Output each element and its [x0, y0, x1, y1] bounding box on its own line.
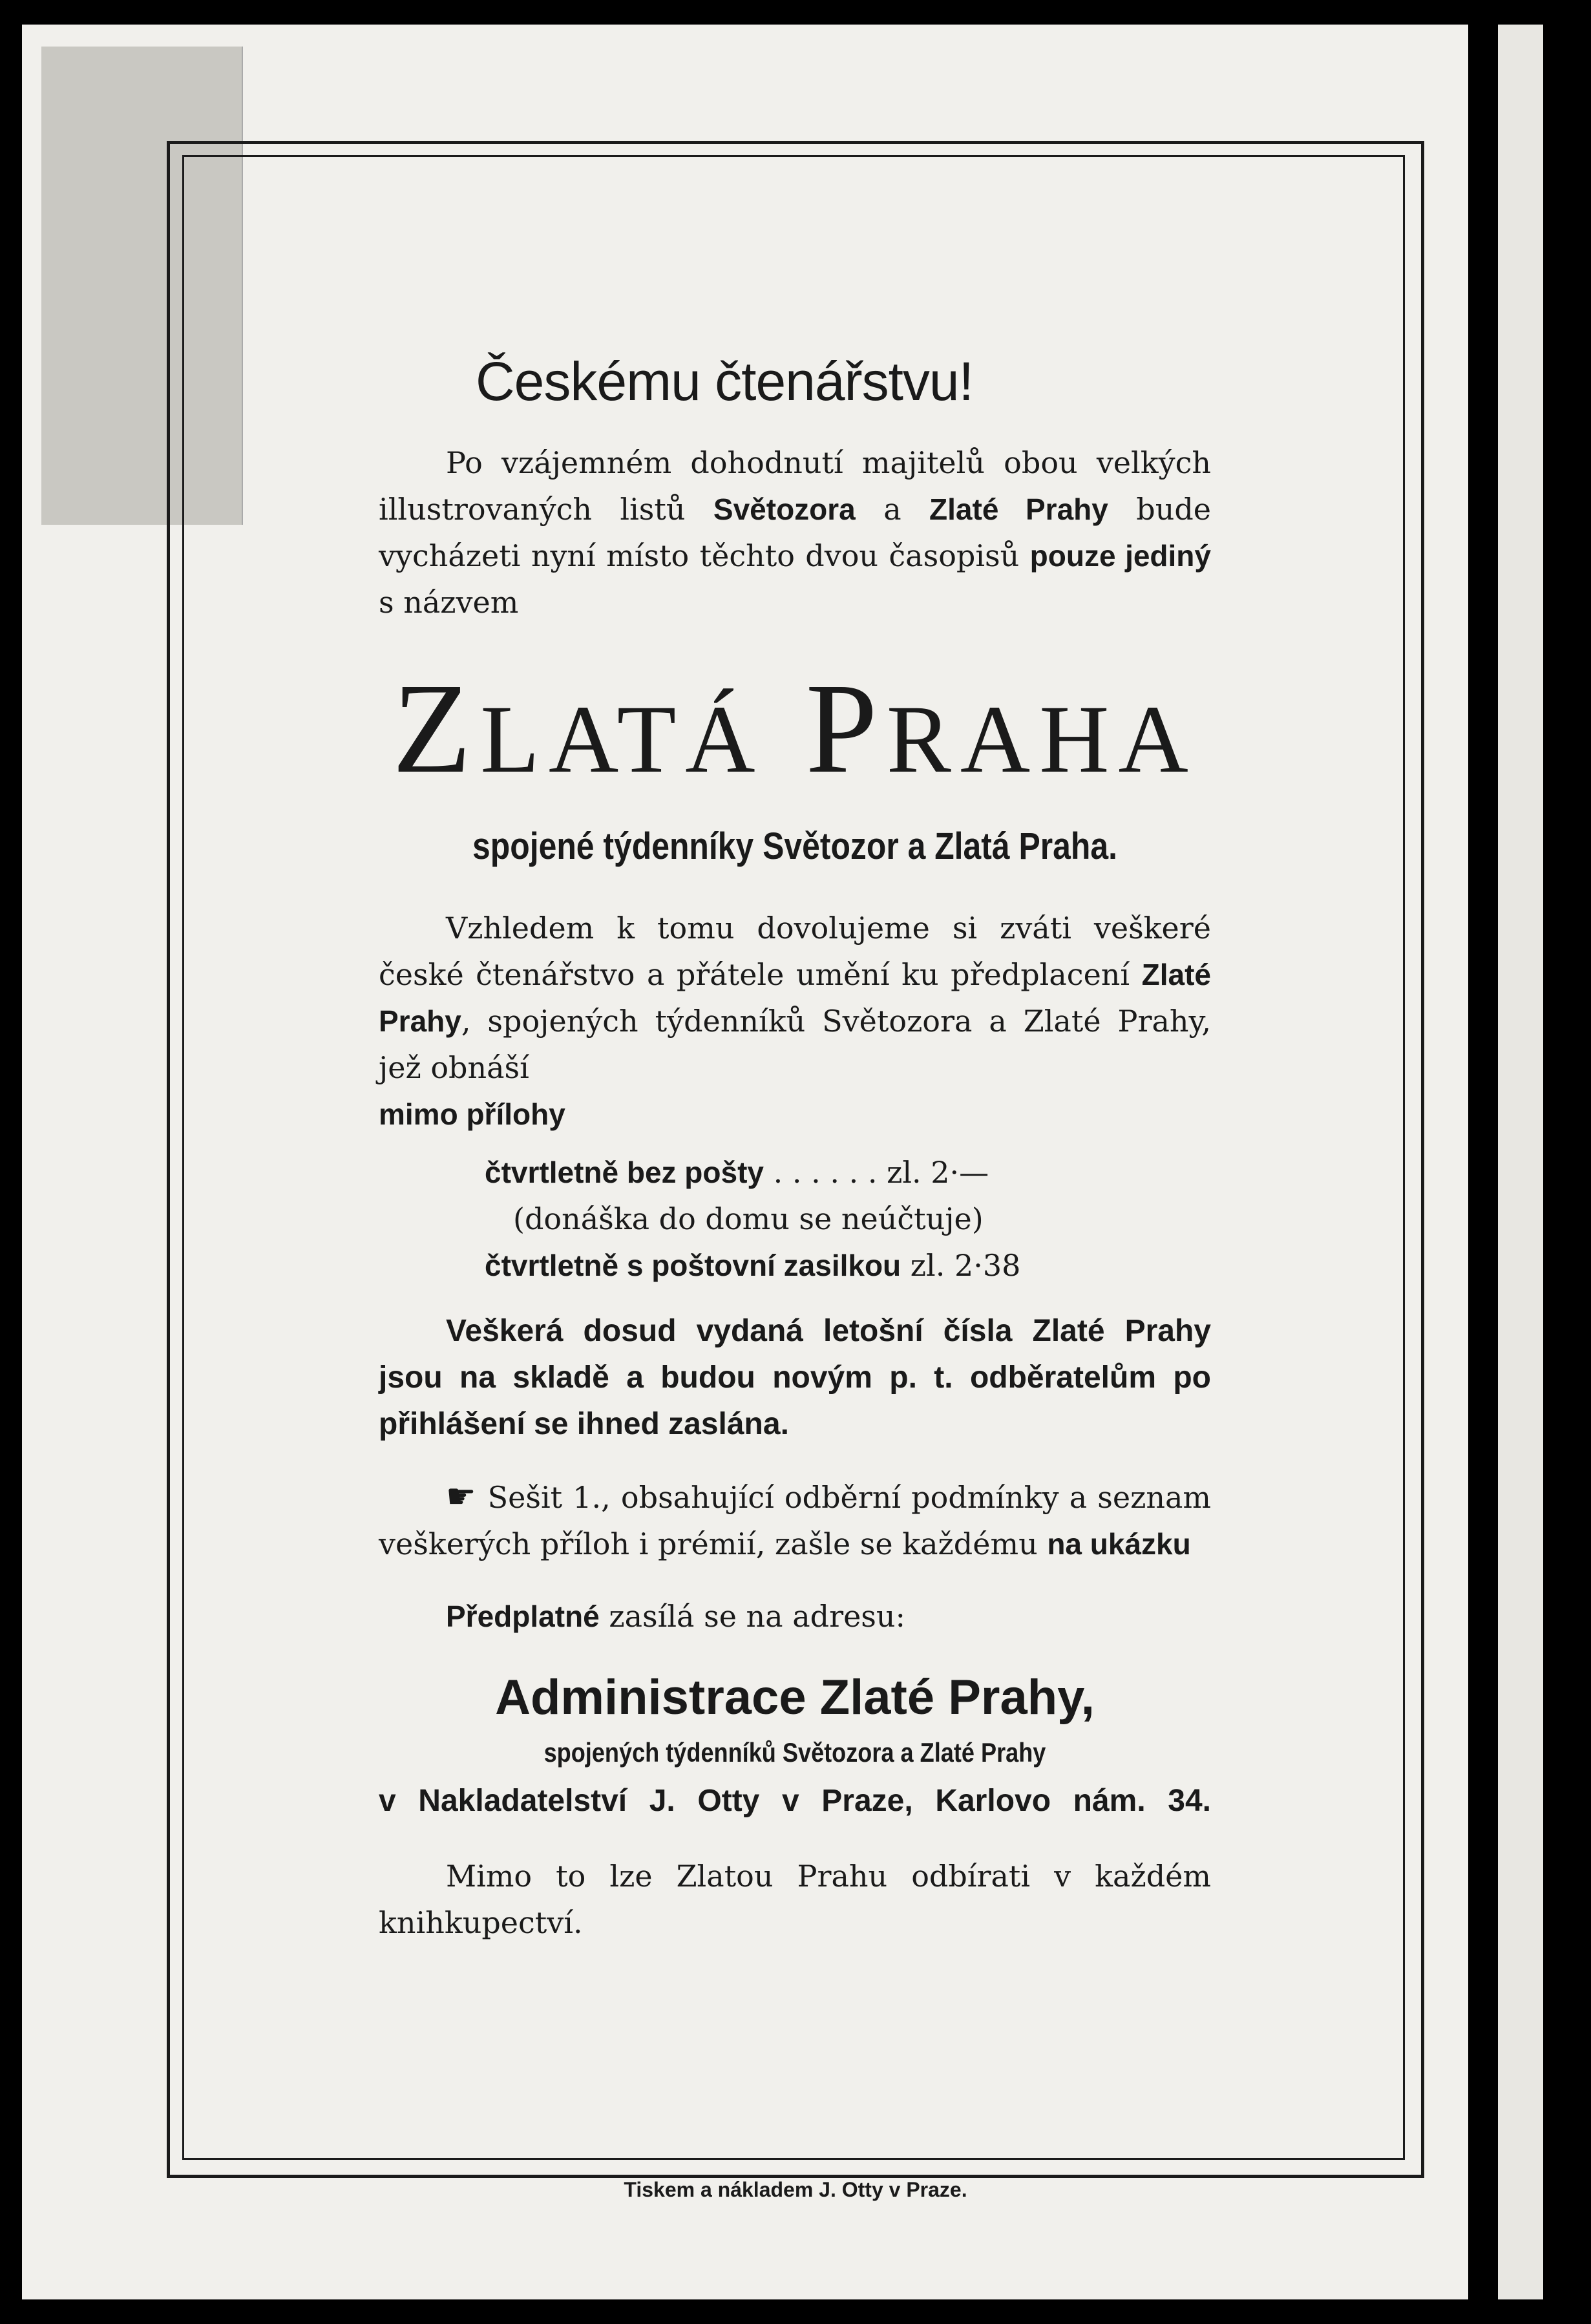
bookshops-paragraph: Mimo to lze Zlatou Prahu odbírati v každém knihkupectví. — [379, 1859, 1211, 1940]
intro-text-2: bude vycházeti nyní místo těchto dvou časopisů — [379, 492, 1211, 573]
masthead-p: P — [805, 657, 887, 800]
masthead-z: Z — [392, 657, 481, 800]
masthead-lata: LATÁ — [480, 686, 764, 793]
mimo-prilohy: mimo přílohy — [379, 1097, 565, 1131]
intro-text: Po vzájemném dohodnutí majitelů obou velkých illustrovaných listů — [379, 445, 1211, 527]
price-note — [485, 1196, 1211, 1242]
subscription-text: zasílá se na adresu: — [599, 1599, 906, 1634]
intro-svetozor: Světozora — [713, 492, 856, 526]
price-list — [485, 1149, 1211, 1289]
invitation-text-2: , spojených týdenníků Světozora a Zlaté Prahy, jež obnáší — [379, 1004, 1211, 1085]
greeting-heading: Českému čtenářstvu! — [476, 351, 973, 412]
price-value: zl. 2·38 — [901, 1248, 1021, 1283]
administration-address: v Nakladatelství J. Otty v Praze, Karlovo nám. 34. — [379, 1784, 1211, 1818]
masthead-subtitle: spojené týdenníky Světozor a Zlatá Praha. — [472, 825, 1117, 867]
intro-zlate-prahy: Zlaté Prahy — [929, 492, 1108, 526]
intro-text-3: s názvem — [379, 585, 519, 620]
invitation-mimo — [379, 1091, 1211, 1137]
invitation-paragraph — [379, 905, 1211, 1091]
intro-and: a — [855, 492, 930, 527]
price-label: čtvrtletně bez pošty — [485, 1156, 764, 1189]
advertisement-body — [379, 349, 1211, 1946]
sesit-na-ukazku: na ukázku — [1047, 1527, 1191, 1561]
masthead-raha: RAHA — [886, 686, 1197, 793]
invitation-zlate-prahy: Zlaté Prahy — [379, 958, 1211, 1038]
intro-paragraph — [379, 439, 1211, 626]
price-row — [485, 1242, 1211, 1289]
price-value: zl. 2·— — [887, 1155, 989, 1190]
sesit-paragraph — [379, 1474, 1211, 1567]
price-label: čtvrtletně s poštovní zasilkou — [485, 1249, 901, 1282]
price-row — [485, 1149, 1211, 1196]
notice-paragraph: Veškerá dosud vydaná letošní čísla Zlaté Prahy jsou na skladě a budou novým p. t. odběratelům po přihlášení se ihned zaslána. — [379, 1314, 1211, 1441]
invitation-text: Vzhledem k tomu dovolujeme si zváti veškeré české čtenářstvo a přátele umění ku předplacení — [379, 911, 1211, 992]
subscription-line — [379, 1593, 1211, 1640]
pointing-hand-icon: ☛ — [446, 1477, 476, 1516]
sesit-text: Sešit 1., obsahující odběrní podmínky a seznam veškerých příloh i prémií, zašle se každému — [379, 1480, 1211, 1561]
administration-subtitle: spojených týdenníků Světozora a Zlaté Prahy — [543, 1737, 1046, 1768]
masthead-title — [379, 658, 1211, 810]
subscription-bold: Předplatné — [446, 1600, 600, 1633]
price-dots: . . . . . . — [764, 1155, 887, 1190]
intro-pouze-jediny: pouze jediný — [1029, 539, 1211, 573]
page-edge — [1498, 25, 1543, 2299]
imprint-footer: Tiskem a nákladem J. Otty v Praze. — [624, 2178, 967, 2201]
administration-title: Administrace Zlaté Prahy, — [495, 1670, 1095, 1725]
scan-shadow-strip — [1543, 0, 1563, 2324]
price-note-text: (donáška do domu se neúčtuje) — [513, 1201, 984, 1236]
scan-shadow-strip — [1468, 0, 1498, 2324]
